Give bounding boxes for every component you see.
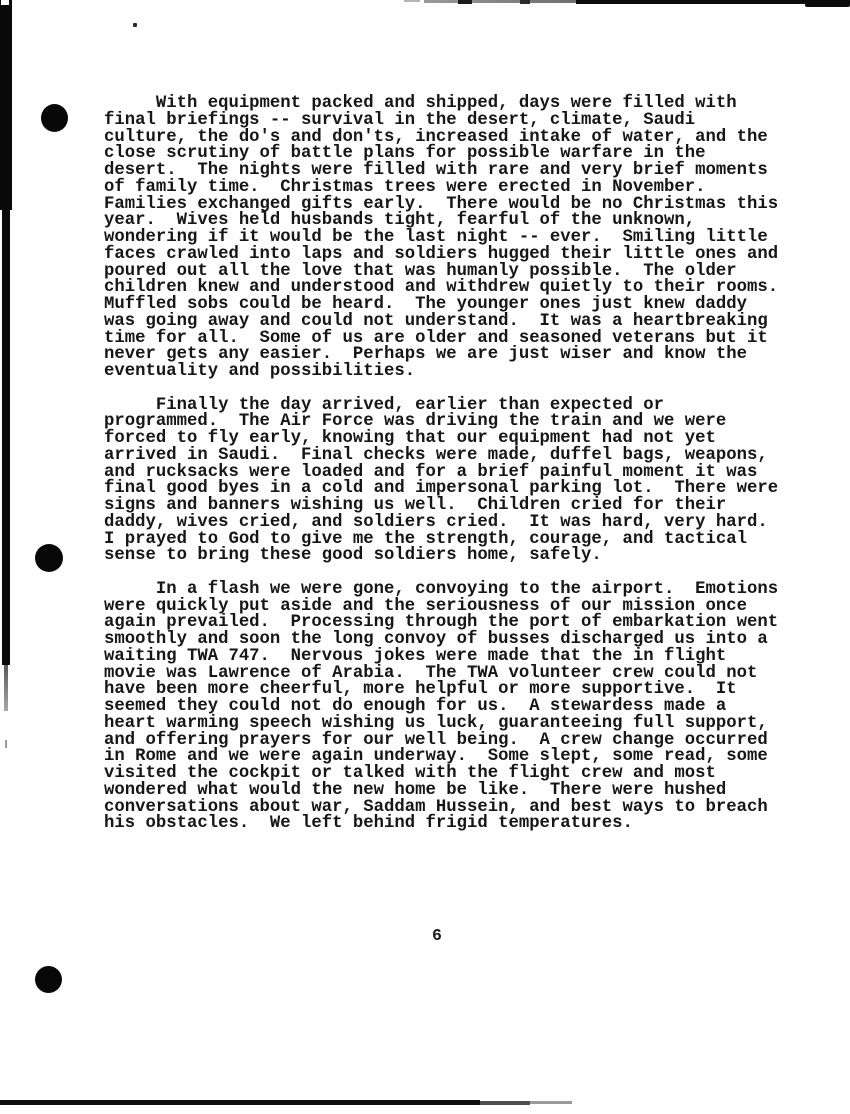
text-line: have been more cheerful, more helpful or more supportive. It — [104, 680, 737, 700]
scan-edge-bar-left-mid — [2, 210, 10, 665]
scan-edge-bar-top-blob — [805, 0, 850, 7]
text-line: Finally the day arrived, earlier than expected or — [104, 395, 665, 415]
text-line: and offering prayers for our well being. A crew change occurred — [104, 730, 768, 750]
text-line: in Rome and we were again underway. Some slept, some read, some — [104, 747, 768, 767]
scan-edge-bar-bottom-mid — [480, 1101, 530, 1105]
scan-edge-bar-top-tick — [458, 0, 472, 4]
text-line: again prevailed. Processing through the port of embarkation went — [104, 613, 779, 633]
text-line: smoothly and soon the long convoy of busses discharged us into a — [104, 630, 768, 649]
text-line: children knew and understood and withdrew quietly to their rooms. — [104, 278, 779, 298]
hole-punch-icon — [35, 966, 62, 993]
text-line: seemed they could not do enough for us. A stewardess made a — [104, 697, 727, 716]
text-line: I prayed to God to give me the strength, courage, and tactical — [104, 529, 747, 549]
text-line: waiting TWA 747. Nervous jokes were made that the in flight — [104, 646, 727, 666]
text-line: time for all. Some of us are older and seasoned veterans but it — [104, 328, 768, 348]
text-line: wondering if it would be the last night -- ever. Smiling little — [104, 228, 768, 247]
text-line: was going away and could not understand. It was a heartbreaking — [104, 311, 768, 331]
text-line: forced to fly early, knowing that our equipment had not yet — [104, 429, 716, 448]
text-line: signs and banners wishing us well. Children cried for their — [104, 496, 727, 515]
text-line: daddy, wives cried, and soldiers cried. It was hard, very hard. — [104, 512, 768, 532]
scan-edge-bar-left-tick — [5, 740, 7, 748]
paragraph — [104, 96, 804, 381]
text-line: arrived in Saudi. Final checks were made, duffel bags, weapons, — [104, 445, 768, 465]
text-line: With equipment packed and shipped, days were filled with — [104, 94, 737, 113]
text-line: and rucksacks were loaded and for a brief painful moment it was — [104, 462, 758, 482]
document-body — [104, 96, 804, 833]
text-line: were quickly put aside and the seriousness of our mission once — [104, 596, 747, 616]
text-line: eventuality and possibilities. — [104, 362, 416, 381]
scan-edge-bar-left-top — [0, 0, 12, 210]
paragraph — [104, 579, 804, 834]
text-line: movie was Lawrence of Arabia. The TWA volunteer crew could not — [104, 663, 758, 683]
text-line: conversations about war, Saddam Hussein, and best ways to breach — [104, 797, 768, 817]
text-line: year. Wives held husbands tight, fearful of the unknown, — [104, 211, 696, 231]
scan-edge-bar-top-specks — [404, 0, 420, 2]
hole-punch-icon — [35, 544, 63, 572]
text-line: sense to bring these good soldiers home, safely. — [104, 546, 602, 566]
scan-edge-bar-left-fade — [4, 665, 8, 711]
text-line: In a flash we were gone, convoying to the airport. Emotions — [104, 579, 779, 599]
hole-punch-icon — [41, 104, 68, 132]
text-line: culture, the do's and don'ts, increased intake of water, and the — [104, 127, 768, 147]
text-line: of family time. Christmas trees were erected in November. — [104, 177, 706, 197]
page-number: 6 — [432, 926, 442, 945]
text-line: wondered what would the new home be like. There were hushed — [104, 780, 727, 800]
text-line: desert. The nights were filled with rare and very brief moments — [104, 161, 768, 180]
text-line: visited the cockpit or talked with the flight crew and most — [104, 764, 716, 783]
scan-edge-bar-bottom-gray — [530, 1101, 572, 1104]
scan-edge-bar-bottom-dark — [0, 1100, 480, 1105]
text-line: programmed. The Air Force was driving the train and we were — [104, 412, 727, 432]
scan-edge-bar-left-notch — [1, 0, 9, 5]
text-line: Families exchanged gifts early. There would be no Christmas this — [104, 194, 779, 214]
ink-dot — [133, 23, 137, 27]
text-line: his obstacles. We left behind frigid temperatures. — [104, 814, 633, 834]
text-line: poured out all the love that was humanly possible. The older — [104, 261, 737, 281]
text-line: faces crawled into laps and soldiers hugged their little ones and — [104, 244, 779, 264]
text-line: close scrutiny of battle plans for possible warfare in the — [104, 144, 706, 164]
scan-edge-bar-top-tick — [520, 0, 530, 4]
paragraph — [104, 395, 804, 566]
text-line: final good byes in a cold and impersonal parking lot. There were — [104, 479, 779, 499]
text-line: heart warming speech wishing us luck, guaranteeing full support, — [104, 713, 768, 733]
scan-edge-bar-top-gray — [424, 0, 576, 3]
text-line: never gets any easier. Perhaps we are just wiser and know the — [104, 345, 747, 365]
text-line: final briefings -- survival in the desert, climate, Saudi — [104, 110, 696, 130]
text-line: Muffled sobs could be heard. The younger ones just knew daddy — [104, 295, 747, 314]
